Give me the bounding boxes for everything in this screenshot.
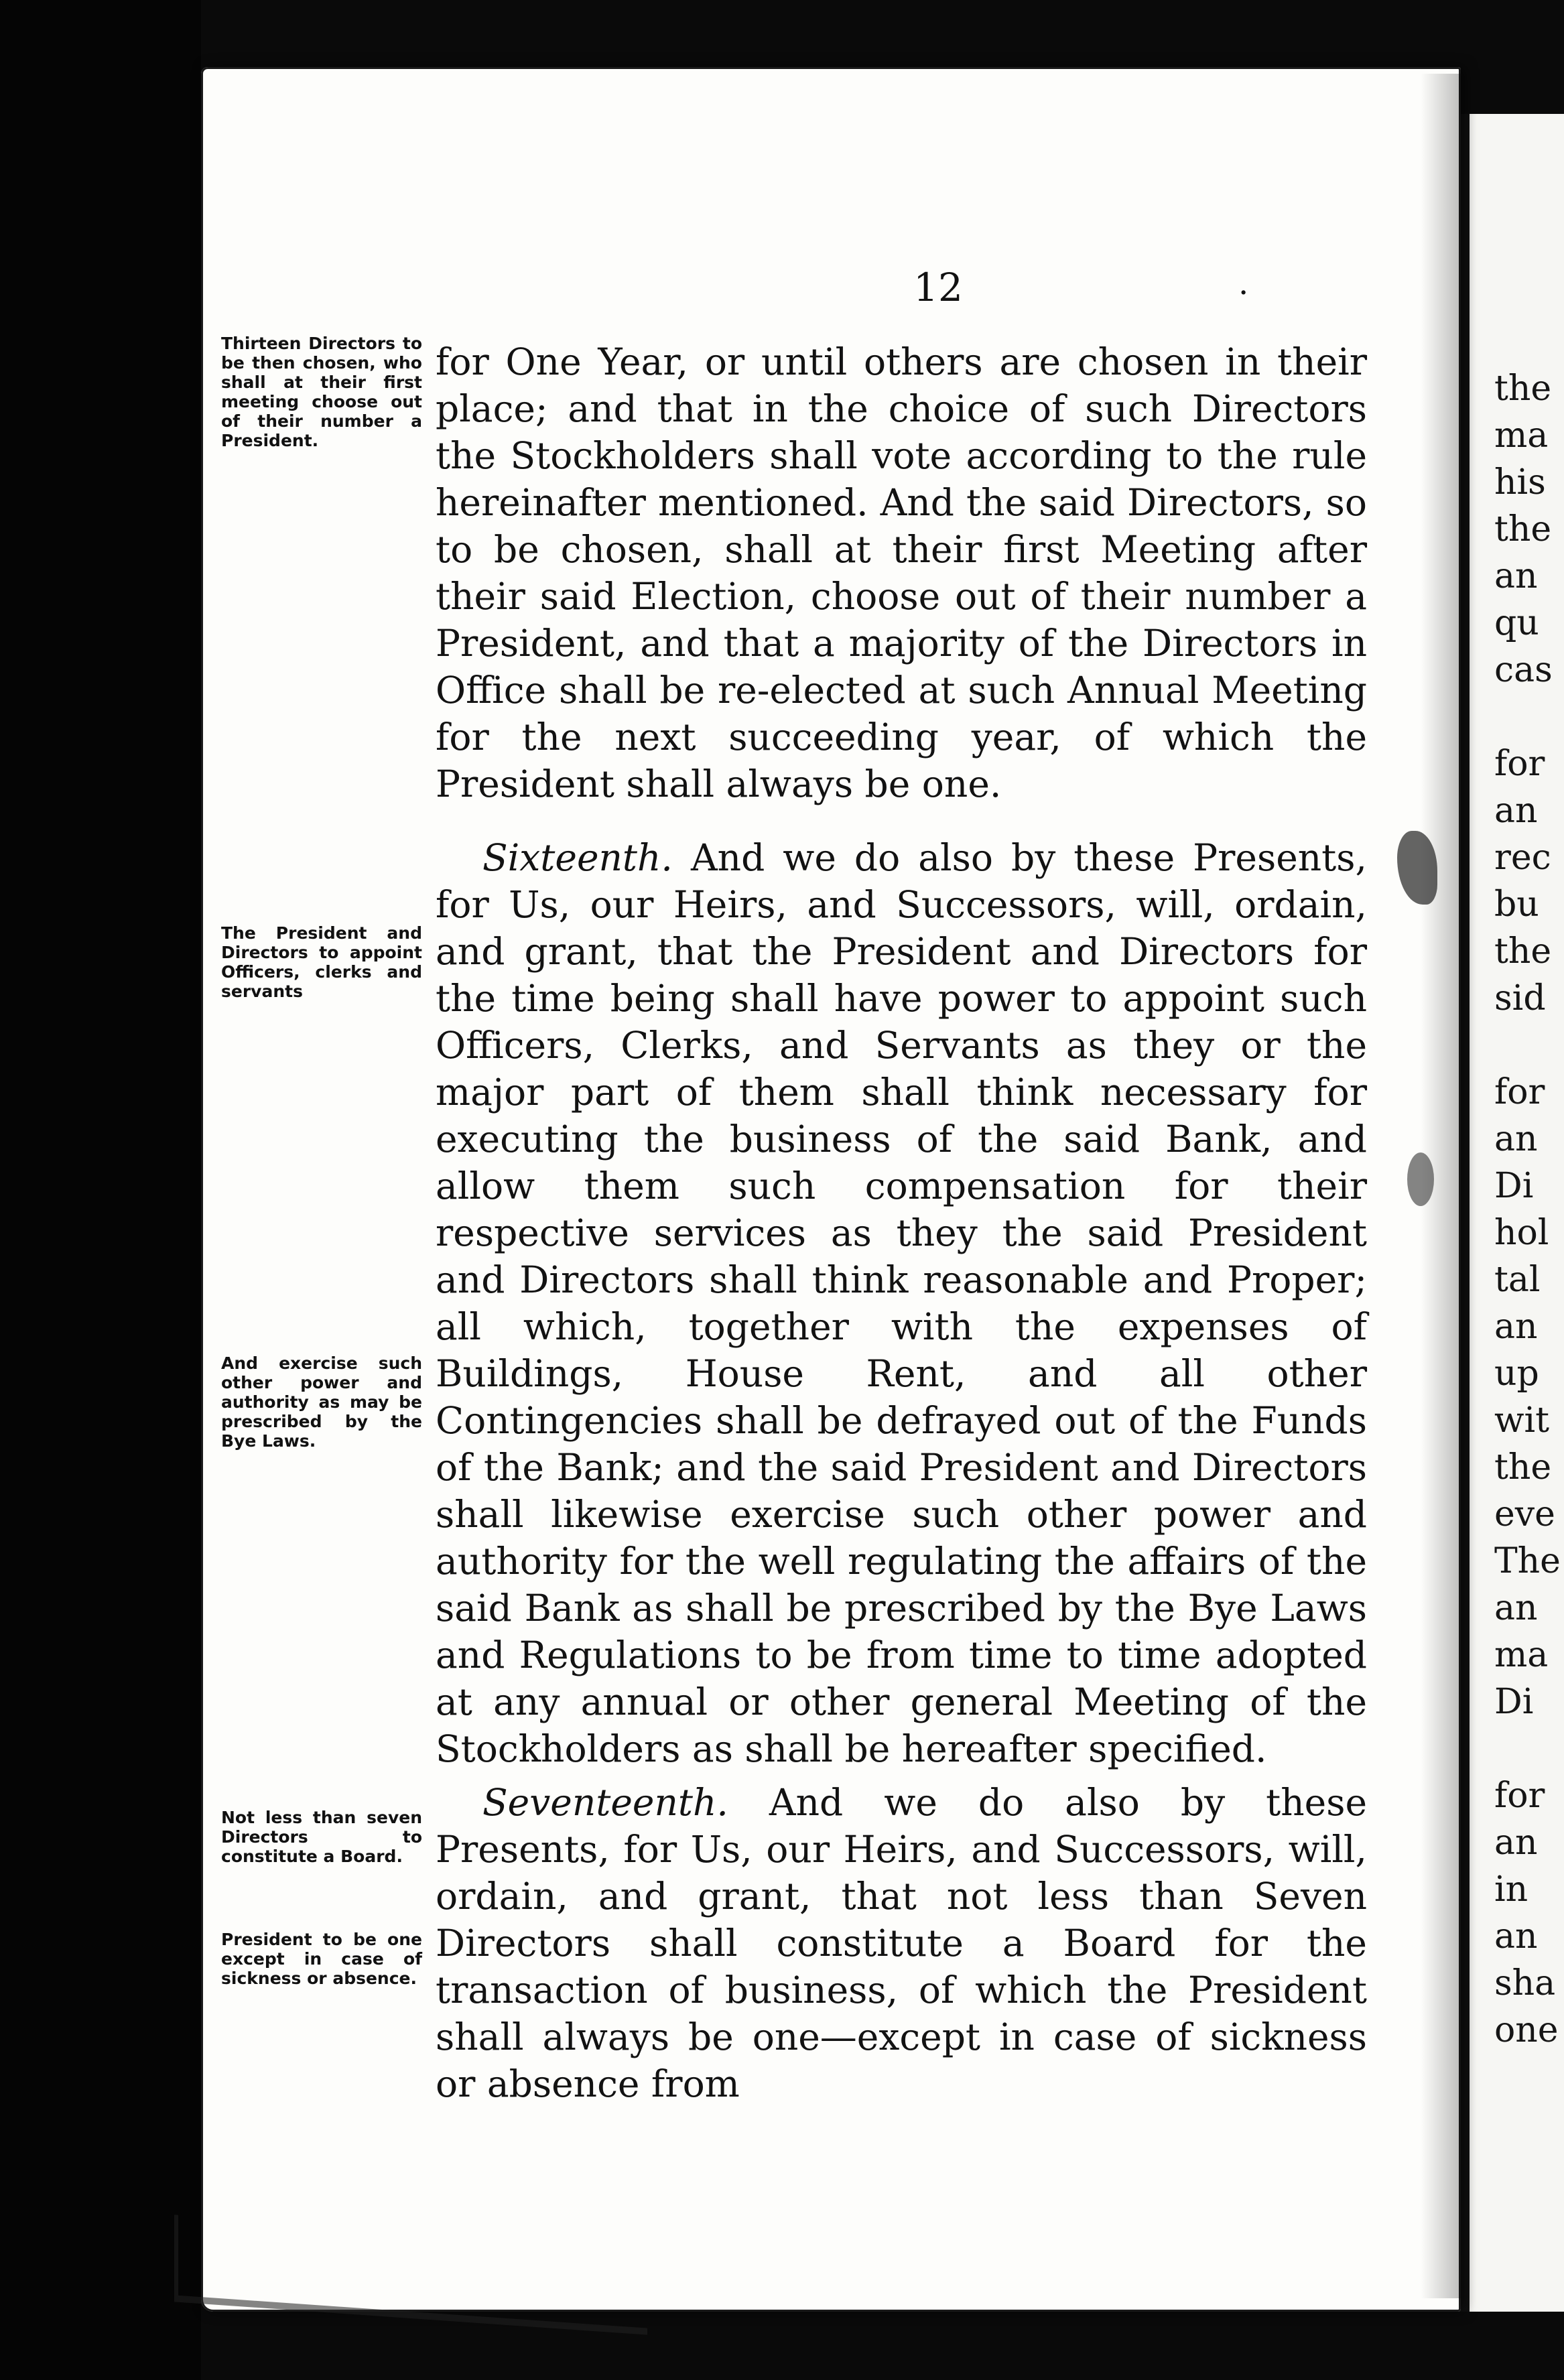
section-heading: Sixteenth. xyxy=(482,836,673,879)
facing-page-fragment: up xyxy=(1494,1353,1539,1394)
facing-page-fragment: eve xyxy=(1494,1494,1555,1534)
facing-page-fragment: qu xyxy=(1494,603,1539,643)
facing-page-fragment: ma xyxy=(1494,1635,1549,1675)
marginal-note: And exercise such other power and authority as may be prescribed by the Bye Laws. xyxy=(221,1353,422,1451)
scan-background-left xyxy=(0,0,201,2380)
paragraph-continued xyxy=(436,338,1367,807)
paragraph-body xyxy=(436,834,1367,1772)
facing-page-fragment: bu xyxy=(1494,884,1539,925)
facing-page-fragment: for xyxy=(1494,1072,1545,1112)
paragraph-text: And we do also by these Presents, for Us, our Heirs, and Successors, will, ordain, and grant, that the President and Directors for the time being shall have power to appoint such Officers, Clerks, and Servants as they or the major part of them shall think necessary for executing the business of the said Bank, and allow them such compensation for their respective services as they the said President and Directors shall think reasonable and Proper; all which, together with the expenses of Buildings, House Rent, and all other Contingencies shall be defrayed out of the Funds of the Bank; and the said President and Directors shall likewise exercise such other power and authority for the well regulating the affairs of the said Bank as shall be prescribed by the Bye Laws and Regulations to be from time to time adopted at any annual or other general Meeting of the Stockholders as shall be hereafter specified. xyxy=(436,836,1367,1770)
marginal-note: Thirteen Directors to be then chosen, who shall at their first meeting choose out of their number a President. xyxy=(221,334,422,450)
facing-page-fragment: Di xyxy=(1494,1166,1534,1206)
paragraph-body xyxy=(436,1779,1367,2107)
facing-page-fragment: The xyxy=(1494,1541,1561,1581)
facing-page-fragment xyxy=(1494,1725,1552,1772)
facing-page-fragment: an xyxy=(1494,1119,1538,1159)
facing-page-fragment: an xyxy=(1494,1823,1538,1863)
facing-page-fragment: sid xyxy=(1494,978,1546,1018)
page-number: 12 xyxy=(913,265,963,310)
facing-page-fragment: Di xyxy=(1494,1682,1534,1722)
facing-page-fragment: an xyxy=(1494,556,1538,596)
paragraph-seventeenth xyxy=(436,1779,1367,2107)
facing-page-fragment: in xyxy=(1494,1869,1528,1910)
facing-page-fragment: an xyxy=(1494,1588,1538,1628)
page-tear-mark xyxy=(1407,1152,1434,1206)
print-dot: . xyxy=(1238,265,1249,302)
paragraph-text: for One Year, or until others are chosen in their place; and that in the choice of such Directors the Stockholders shall vote according to the rule hereinafter mentioned. And the said Directors, so to be chosen, shall at their first Meeting after their said Election, choose out of their number a President, and that a majority of the Directors in Office shall be re-elected at such Annual Meeting for the next succeeding year, of which the President shall always be one. xyxy=(436,340,1367,805)
facing-page-fragment: for xyxy=(1494,1776,1545,1816)
facing-page-fragment: an xyxy=(1494,1916,1538,1957)
marginal-note: Not less than seven Directors to constitute a Board. xyxy=(221,1808,422,1866)
facing-page-fragment: sha xyxy=(1494,1963,1556,2003)
facing-page-text-fragments xyxy=(1494,365,1561,2054)
facing-page-fragment: cas xyxy=(1494,650,1553,690)
facing-page-fragment: the xyxy=(1494,931,1552,972)
facing-page-fragment: an xyxy=(1494,791,1538,831)
facing-page-fragment: an xyxy=(1494,1307,1538,1347)
facing-page-fragment: the xyxy=(1494,509,1552,549)
facing-page-fragment xyxy=(1494,693,1552,740)
facing-page-fragment: for xyxy=(1494,744,1545,784)
facing-page-fragment: wit xyxy=(1494,1400,1550,1441)
facing-page-fragment: hol xyxy=(1494,1213,1549,1253)
facing-page-fragment: the xyxy=(1494,369,1552,409)
facing-page-fragment xyxy=(1494,1022,1552,1069)
paragraph-text: And we do also by these Presents, for Us, our Heirs, and Successors, will, ordain, and grant, that not less than Seven Directors shall constitute a Board for the transaction of business, of which the President shall always be one—except in case of sickness or absence from xyxy=(436,1781,1368,2105)
marginal-note: President to be one except in case of sickness or absence. xyxy=(221,1930,422,1988)
facing-page-fragment: rec xyxy=(1494,838,1551,878)
facing-page-fragment: his xyxy=(1494,462,1546,503)
facing-page-fragment: one xyxy=(1494,2010,1559,2050)
facing-page-fragment: the xyxy=(1494,1447,1552,1488)
marginal-note: The President and Directors to appoint Officers, clerks and servants xyxy=(221,923,422,1001)
paragraph-sixteenth xyxy=(436,834,1367,1772)
facing-page-fragment: tal xyxy=(1494,1260,1541,1300)
section-heading: Seventeenth. xyxy=(482,1781,728,1824)
facing-page-fragment: ma xyxy=(1494,415,1549,456)
